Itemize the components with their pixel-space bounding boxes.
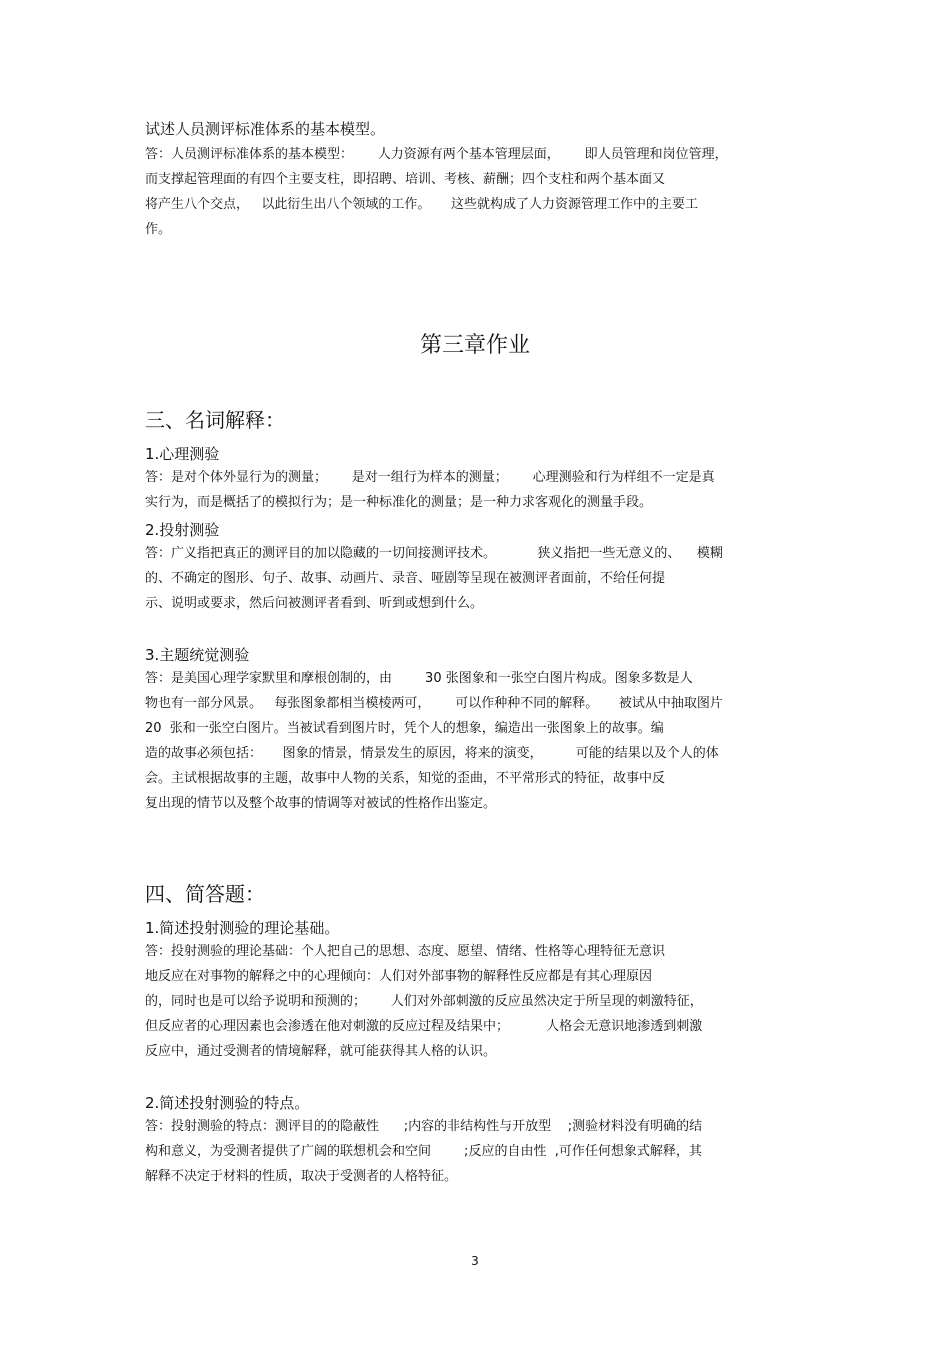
item-line: 造的故事必须包括： 图象的情景，情景发生的原因，将来的演变， 可能的结果以及个人的体 <box>145 746 719 761</box>
item-line: 实行为，而是概括了的模拟行为；是一种标准化的测量；是一种力求客观化的测量手段。 <box>145 495 653 510</box>
item-title: 2.简述投射测验的特点。 <box>145 1094 310 1112</box>
item-line: 地反应在对事物的解释之中的心理倾向：人们对外部事物的解释性反应都是有其心理原因 <box>145 969 653 984</box>
item-line: 的，同时也是可以给予说明和预测的； 人们对外部刺激的反应虽然决定于所呈现的刺激特征， <box>145 994 703 1009</box>
section-heading: 四、简答题： <box>145 882 265 906</box>
item-line: 解释不决定于材料的性质，取决于受测者的人格特征。 <box>145 1169 458 1184</box>
item-title: 1.心理测验 <box>145 445 220 463</box>
intro-answer-line: 作。 <box>145 222 172 237</box>
item-title: 2.投射测验 <box>145 521 220 539</box>
page-number: 3 <box>471 1254 479 1268</box>
chapter-title: 第三章作业 <box>419 333 530 358</box>
item-line: 的、不确定的图形、句子、故事、动画片、录音、哑剧等呈现在被测评者面前，不给任何提 <box>145 571 666 586</box>
item-line: 20 张和一张空白图片。当被试看到图片时，凭个人的想象，编造出一张图象上的故事。编 <box>145 721 664 736</box>
item-line: 物也有一部分风景。 每张图象都相当模棱两可， 可以作种种不同的解释。 被试从中抽取图片 <box>145 696 723 711</box>
item-title: 3.主题统觉测验 <box>145 646 250 664</box>
item-line: 会。主试根据故事的主题，故事中人物的关系，知觉的歪曲，不平常形式的特征，故事中反 <box>145 771 666 786</box>
item-line: 构和意义，为受测者提供了广阔的联想机会和空间 ;反应的自由性 ,可作任何想象式解释，其 <box>145 1144 702 1159</box>
item-line: 答：投射测验的理论基础：个人把自己的思想、态度、愿望、情绪、性格等心理特征无意识 <box>145 944 666 959</box>
item-line: 复出现的情节以及整个故事的情调等对被试的性格作出鉴定。 <box>145 796 497 811</box>
intro-answer-line: 答：人员测评标准体系的基本模型： 人力资源有两个基本管理层面， 即人员管理和岗位管理， <box>145 147 728 162</box>
item-line: 反应中，通过受测者的情境解释，就可能获得其人格的认识。 <box>145 1044 497 1059</box>
item-line: 答：投射测验的特点：测评目的的隐蔽性 ;内容的非结构性与开放型 ;测验材料没有明确的结 <box>145 1119 703 1134</box>
item-line: 答：是对个体外显行为的测量； 是对一组行为样本的测量； 心理测验和行为样组不一定是真 <box>145 470 715 485</box>
item-line: 但反应者的心理因素也会渗透在他对刺激的反应过程及结果中； 人格会无意识地渗透到刺激 <box>145 1019 703 1034</box>
item-line: 答：是美国心理学家默里和摩根创制的，由 30 张图象和一张空白图片构成。图象多数是人 <box>145 671 693 686</box>
intro-answer-line: 将产生八个交点， 以此衍生出八个领域的工作。 这些就构成了人力资源管理工作中的主要工 <box>145 197 699 212</box>
intro-question: 试述人员测评标准体系的基本模型。 <box>145 120 386 138</box>
section-heading: 三、名词解释： <box>145 408 285 432</box>
item-title: 1.简述投射测验的理论基础。 <box>145 919 340 937</box>
item-line: 答：广义指把真正的测评目的加以隐藏的一切间接测评技术。 狭义指把一些无意义的、 模糊 <box>145 546 723 561</box>
item-line: 示、说明或要求，然后问被测评者看到、听到或想到什么。 <box>145 596 484 611</box>
intro-answer-line: 而支撑起管理面的有四个主要支柱，即招聘、培训、考核、薪酬；四个支柱和两个基本面又 <box>145 172 666 187</box>
